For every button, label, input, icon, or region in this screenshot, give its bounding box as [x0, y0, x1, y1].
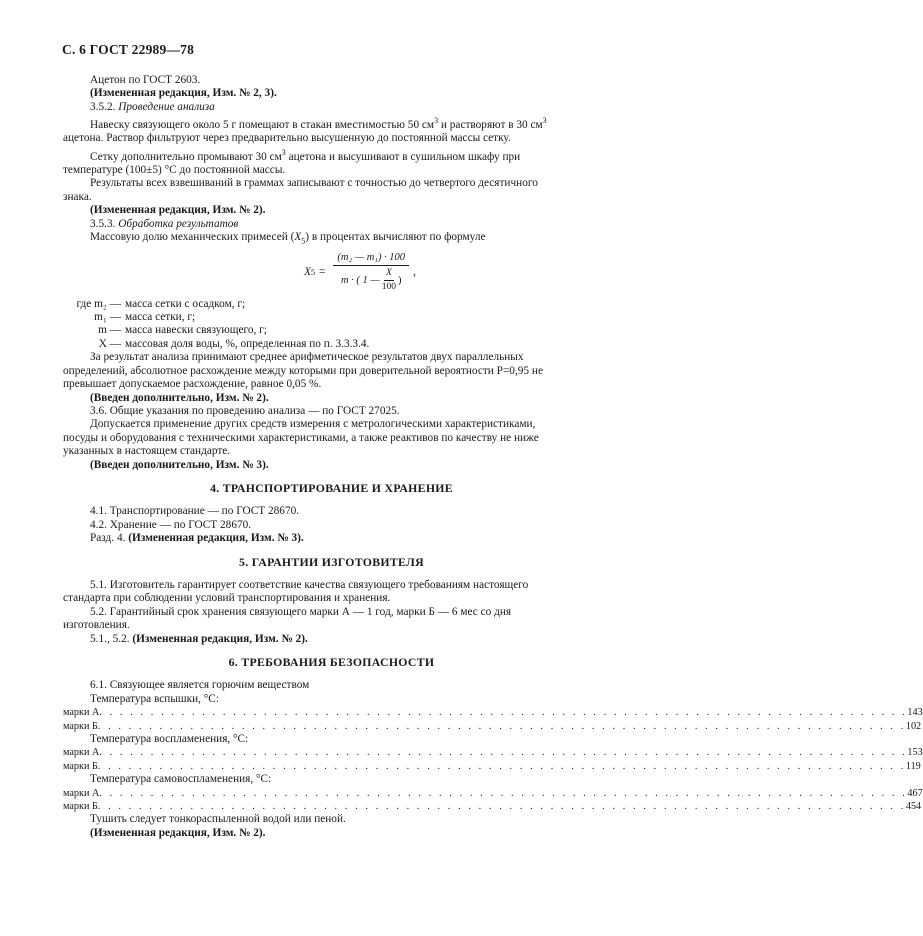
formula-eq: =	[319, 265, 326, 278]
paragraph-5-1: 5.1. Изготовитель гарантирует соответствие качества связующего требованиям настоящего	[90, 578, 529, 591]
amendment-note: (Введен дополнительно, Изм. № 2).	[90, 391, 269, 404]
subsection-3-5-2	[90, 101, 600, 114]
paragraph-weighing-cont: знака.	[63, 190, 92, 203]
paragraph-wash-cont: температуре (100±5) °С до постоянной массы.	[63, 163, 286, 176]
paragraph-5-2-cont: изготовления.	[63, 619, 130, 632]
paragraph-result: За результат анализа принимают среднее арифметическое результатов двух параллельных	[90, 351, 524, 364]
value-row: марки А . . . . . . . . . . . . . . . . . . . . . . . . . . . . . . . . . . . . . . . . . . . . . . . . . . . . . . . . . . . . . . . . . . . . . . . . . . . . . . . 153	[63, 747, 923, 759]
paragraph-4-1: 4.1. Транспортирование — по ГОСТ 28670.	[90, 505, 300, 518]
formula-fraction	[333, 251, 409, 295]
page-content	[63, 74, 923, 840]
paragraph-4-2: 4.2. Хранение — по ГОСТ 28670.	[90, 518, 252, 531]
value-row: марки Б . . . . . . . . . . . . . . . . . . . . . . . . . . . . . . . . . . . . . . . . . . . . . . . . . . . . . . . . . . . . . . . . . . . . . . . . . . . . . . . 454	[63, 801, 922, 813]
paragraph-alternatives-cont: указанных в настоящем стандарте.	[63, 445, 231, 458]
subsection-3-5-3	[90, 218, 600, 231]
variable-definitions	[63, 298, 600, 352]
paragraph-wash: Сетку дополнительно промывают 30 $см^3$ ацетона и высушивают в сушильном шкафу при	[90, 147, 521, 163]
section-4-heading: 4. ТРАНСПОРТИРОВАНИЕ И ХРАНЕНИЕ	[210, 480, 453, 495]
formula-tail: ,	[413, 265, 416, 278]
formula-denominator: m · ( 1 — X 100 )	[341, 266, 402, 295]
formula-inner-fraction: X 100	[381, 267, 396, 293]
value-row: марки А . . . . . . . . . . . . . . . . . . . . . . . . . . . . . . . . . . . . . . . . . . . . . . . . . . . . . . . . . . . . . . . . . . . . . . . . . . . . . . . 467	[63, 787, 923, 799]
amendment-note: (Измененная редакция, Изм. № 2, 3).	[90, 87, 277, 100]
formula-lhs-sub: 5	[311, 267, 316, 277]
value-row: марки Б . . . . . . . . . . . . . . . . . . . . . . . . . . . . . . . . . . . . . . . . . . . . . . . . . . . . . . . . . . . . . . . . . . . . . . . . . . . . . . . 119	[63, 760, 921, 772]
definition-row: m₁ — масса сетки, г;	[94, 311, 196, 324]
section-6-heading: 6. ТРЕБОВАНИЯ БЕЗОПАСНОСТИ	[228, 655, 435, 669]
paragraph-4-amend: Разд. 4. (Измененная редакция, Изм. № 3).	[90, 532, 304, 545]
paragraph-sample-cont: ацетона. Раствор фильтруют через предварительно высушенную до постоянной массы сетку.	[63, 132, 511, 145]
paragraph-sample: Навеску связующего около 5 г помещают в стакан вместимостью 50 $см^3$ и растворяют в 30 $см^3$	[90, 116, 547, 131]
paragraph-extinguish: Тушить следует тонкораспыленной водой или пеной.	[90, 813, 346, 826]
subsection-number: 3.5.2.	[90, 100, 116, 113]
paragraph-weighing: Результаты всех взвешиваний в граммах записывают с точностью до четвертого десятичного	[90, 177, 538, 190]
paragraph-result-cont: определений, абсолютное расхождение между которыми при доверительной вероятности P=0,95 не	[63, 364, 543, 377]
formula-numerator: (m₂ — m₁) · 100	[333, 251, 409, 266]
group-title: Температура самовоспламенения, °С:	[90, 773, 272, 786]
paragraph-alternatives: Допускается применение других средств измерения с метрологическими характеристиками,	[90, 418, 536, 431]
definition-row: где m₂ — масса сетки с осадком, г;	[76, 297, 246, 310]
subsection-number: 3.5.3.	[90, 217, 116, 230]
amendment-note: (Измененная редакция, Изм. № 2).	[90, 204, 266, 217]
formula	[120, 248, 600, 298]
page-header: С. 6 ГОСТ 22989—78	[62, 42, 195, 57]
paragraph-5-amend: 5.1., 5.2. (Измененная редакция, Изм. № 2).	[90, 632, 308, 645]
paragraph-3-6: 3.6. Общие указания по проведению анализа — по ГОСТ 27025.	[90, 404, 400, 417]
group-title: Температура вспышки, °С:	[90, 692, 219, 705]
paragraph-6-1: 6.1. Связующее является горючим веществом	[90, 679, 310, 692]
definition-row: m — масса навески связующего, г;	[98, 324, 267, 337]
amendment-note: (Измененная редакция, Изм. № 2).	[90, 826, 266, 839]
value-row: марки Б . . . . . . . . . . . . . . . . . . . . . . . . . . . . . . . . . . . . . . . . . . . . . . . . . . . . . . . . . . . . . . . . . . . . . . . . . . . . . . . 102	[63, 720, 922, 732]
value-row: марки А . . . . . . . . . . . . . . . . . . . . . . . . . . . . . . . . . . . . . . . . . . . . . . . . . . . . . . . . . . . . . . . . . . . . . . . . . . . . . . . 143	[63, 707, 923, 719]
group-title: Температура воспламенения, °С:	[90, 733, 249, 746]
paragraph-5-1-cont: стандарта при соблюдении условий транспортирования и хранения.	[63, 592, 391, 605]
paragraph-alternatives-cont: посуды и оборудования с техническими характеристиками, а также реактивов по качеству не ниже	[63, 431, 539, 444]
subsection-title: Проведение анализа	[118, 100, 215, 113]
formula-lhs: X	[304, 265, 312, 278]
section-5-heading: 5. ГАРАНТИИ ИЗГОТОВИТЕЛЯ	[239, 554, 424, 569]
paragraph-5-2: 5.2. Гарантийный срок хранения связующего марки А — 1 год, марки Б — 6 мес со дня	[90, 605, 512, 618]
paragraph-acetone: Ацетон по ГОСТ 2603.	[90, 74, 201, 86]
definition-row: X — массовая доля воды, %, определенная по п. 3.3.3.4.	[98, 337, 370, 350]
subsection-title: Обработка результатов	[118, 217, 239, 230]
amendment-note: (Введен дополнительно, Изм. № 3).	[90, 458, 269, 471]
paragraph-formula-intro: Массовую долю механических примесей $(X_5)$ в процентах вычисляют по формуле	[90, 231, 486, 246]
paragraph-result-cont: превышает допускаемое расхождение, равное 0,05 %.	[63, 378, 322, 391]
